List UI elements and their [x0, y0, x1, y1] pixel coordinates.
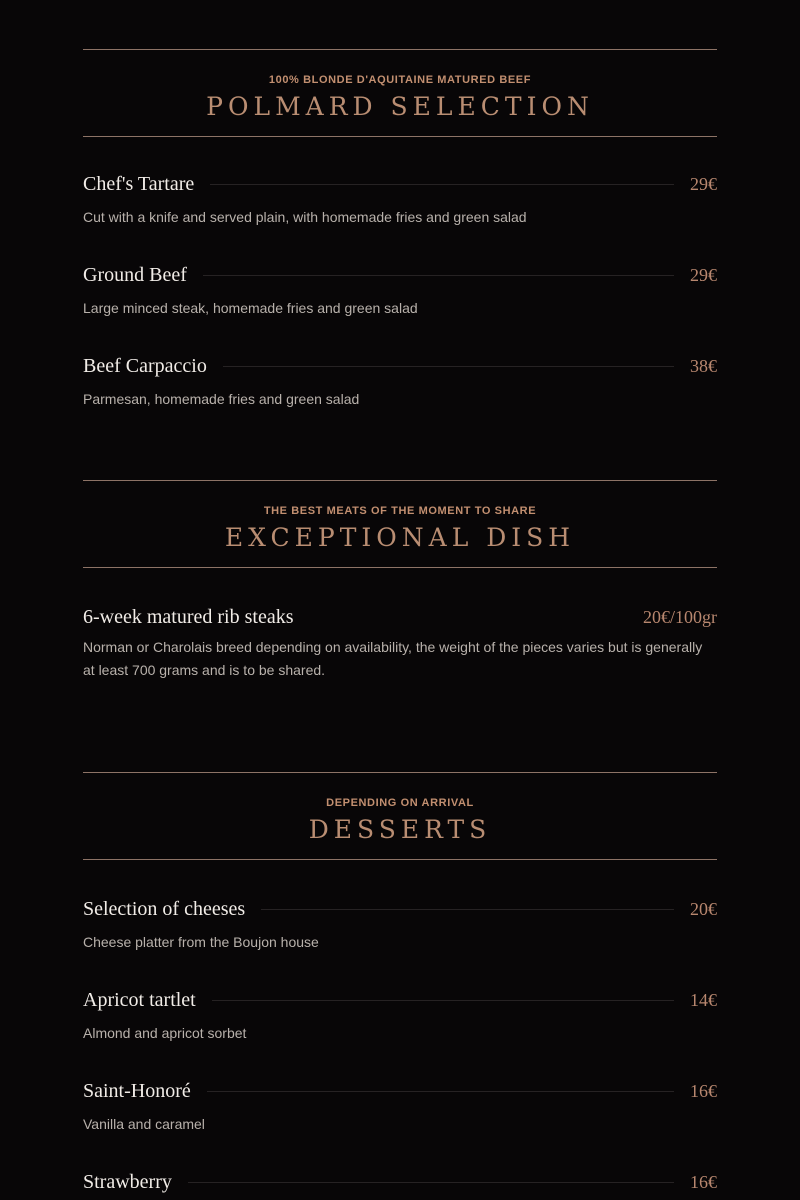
menu-item-description: Parmesan, homemade fries and green salad	[83, 391, 360, 407]
leader-line	[212, 1000, 674, 1001]
menu-item-row	[83, 989, 717, 1012]
menu-item-name: 6-week matured rib steaks	[83, 606, 294, 628]
menu-item-name: Chef's Tartare	[83, 173, 195, 195]
section-polmard-selection	[83, 49, 717, 407]
menu-item-price: 20€/100gr	[643, 607, 717, 627]
menu-item	[83, 173, 717, 229]
section-header	[83, 50, 717, 136]
section-title: DESSERTS	[308, 815, 492, 844]
section-header	[83, 773, 717, 859]
menu-item	[83, 989, 717, 1045]
menu-item	[83, 1171, 717, 1194]
menu-item-description: Large minced steak, homemade fries and green salad	[83, 300, 418, 316]
menu-item-price: 16€	[690, 1172, 717, 1192]
section-bottom-rule	[83, 136, 717, 137]
menu-item-name: Selection of cheeses	[83, 898, 246, 920]
menu-item-row	[83, 606, 717, 629]
menu-item-price: 14€	[690, 990, 717, 1010]
section-title: POLMARD SELECTION	[206, 92, 594, 121]
menu-item-name: Saint-Honoré	[83, 1080, 191, 1102]
menu-item-description: Cut with a knife and served plain, with homemade fries and green salad	[83, 209, 527, 225]
menu-item-row	[83, 264, 717, 287]
menu-item-name: Strawberry	[83, 1171, 172, 1193]
leader-line	[210, 184, 674, 185]
section-title: EXCEPTIONAL DISH	[224, 523, 576, 552]
leader-line	[223, 366, 674, 367]
menu-item-description: Cheese platter from the Boujon house	[83, 934, 319, 950]
menu-item	[83, 355, 717, 411]
leader-line	[188, 1182, 674, 1183]
menu-item	[83, 264, 717, 320]
menu-item	[83, 1080, 717, 1136]
menu-item-price: 38€	[690, 356, 717, 376]
section-exceptional-dish	[83, 480, 717, 678]
menu-item-name: Ground Beef	[83, 264, 187, 286]
menu-item-row	[83, 355, 717, 378]
menu-item-price: 29€	[690, 265, 717, 285]
section-kicker: DEPENDING ON ARRIVAL	[326, 797, 474, 809]
menu-item-row	[83, 1171, 717, 1194]
leader-line	[203, 275, 674, 276]
menu-item	[83, 898, 717, 954]
menu-item-row	[83, 1080, 717, 1103]
leader-line	[261, 909, 674, 910]
menu-item-price: 20€	[690, 899, 717, 919]
menu-item-row	[83, 173, 717, 196]
menu-item-description: Norman or Charolais breed depending on availability, the weight of the pieces varies but is generally at least 700 grams and is to be shared.	[83, 639, 703, 678]
section-bottom-rule	[83, 859, 717, 860]
menu-item-name: Apricot tartlet	[83, 989, 196, 1011]
menu-item-price: 29€	[690, 174, 717, 194]
menu-item-description: Vanilla and caramel	[83, 1116, 205, 1132]
section-desserts	[83, 772, 717, 1193]
section-bottom-rule	[83, 567, 717, 568]
menu-item-description: Almond and apricot sorbet	[83, 1025, 247, 1041]
menu-item-row	[83, 898, 717, 921]
menu-item	[83, 606, 717, 682]
section-kicker: THE BEST MEATS OF THE MOMENT TO SHARE	[263, 505, 537, 517]
section-kicker: 100% BLONDE D'AQUITAINE MATURED BEEF	[268, 74, 532, 86]
menu-item-price: 16€	[690, 1081, 717, 1101]
leader-line	[207, 1091, 674, 1092]
section-header	[83, 481, 717, 567]
menu-item-name: Beef Carpaccio	[83, 355, 207, 377]
